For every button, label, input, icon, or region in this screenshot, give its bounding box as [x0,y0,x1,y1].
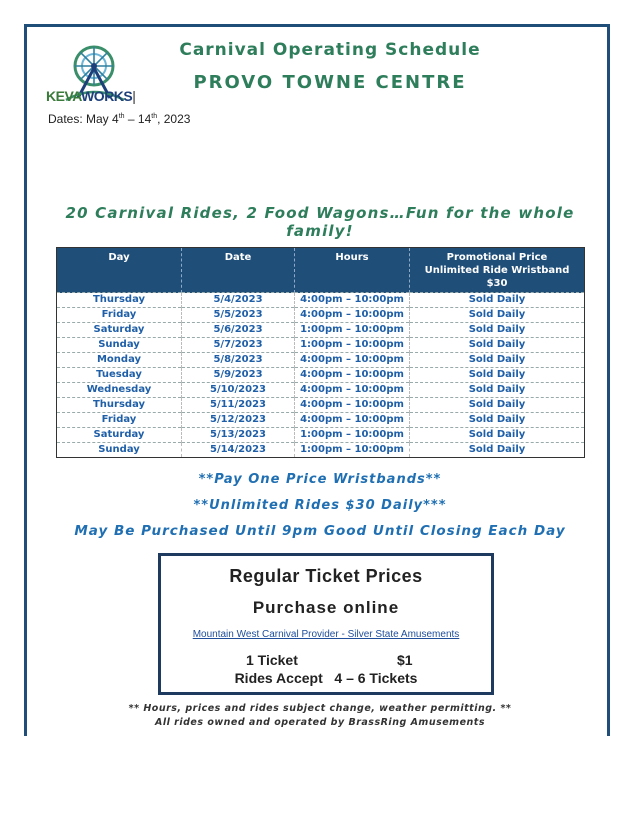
cell-date: 5/6/2023 [182,323,295,338]
cell-price: Sold Daily [410,353,585,368]
cell-price: Sold Daily [410,308,585,323]
cell-price: Sold Daily [410,443,585,458]
cell-day: Friday [57,308,182,323]
schedule-table [56,247,585,458]
rides-accept: Rides Accept 4 – 6 Tickets [234,670,418,686]
cell-date: 5/13/2023 [182,428,295,443]
venue-title: PROVO TOWNE CENTRE [193,72,467,93]
table-header-row [57,248,585,293]
cell-date: 5/10/2023 [182,383,295,398]
cell-date: 5/11/2023 [182,398,295,413]
cell-hours: 4:00pm – 10:00pm [295,398,410,413]
table-row [57,323,585,338]
cell-day: Saturday [57,428,182,443]
table-row [57,293,585,308]
cell-date: 5/9/2023 [182,368,295,383]
table-row [57,398,585,413]
ticket-price: $1 [397,652,413,668]
cell-date: 5/5/2023 [182,308,295,323]
cell-hours: 1:00pm – 10:00pm [295,338,410,353]
table-row [57,383,585,398]
cell-day: Wednesday [57,383,182,398]
wristband-promo: **Pay One Price Wristbands** [198,472,442,487]
cell-hours: 1:00pm – 10:00pm [295,323,410,338]
table-row [57,443,585,458]
cell-day: Monday [57,353,182,368]
cell-hours: 4:00pm – 10:00pm [295,413,410,428]
header-day: Day [57,248,182,293]
cell-day: Sunday [57,443,182,458]
cell-day: Saturday [57,323,182,338]
table-row [57,413,585,428]
ticket-prices-box [158,553,494,695]
ticket-prices-heading: Regular Ticket Prices [229,566,423,586]
cell-day: Tuesday [57,368,182,383]
cell-price: Sold Daily [410,398,585,413]
header-hours: Hours [295,248,410,293]
ticket-label: 1 Ticket [246,652,298,668]
cell-date: 5/7/2023 [182,338,295,353]
event-dates: Dates: May 4th – 14th, 2023 [48,112,191,126]
cell-date: 5/4/2023 [182,293,295,308]
cell-day: Thursday [57,293,182,308]
cell-price: Sold Daily [410,383,585,398]
cell-day: Thursday [57,398,182,413]
table-row [57,338,585,353]
cell-hours: 4:00pm – 10:00pm [295,293,410,308]
header-date: Date [182,248,295,293]
cell-price: Sold Daily [410,413,585,428]
operator-note: All rides owned and operated by BrassRing Amusements [155,717,485,728]
purchase-deadline: May Be Purchased Until 9pm Good Until Closing Each Day [74,523,566,539]
tagline: 20 Carnival Rides, 2 Food Wagons…Fun for the whole family! [65,204,575,240]
cell-date: 5/8/2023 [182,353,295,368]
cell-price: Sold Daily [410,368,585,383]
header-promo: Promotional Price Unlimited Ride Wristband $30 [410,248,585,293]
cell-day: Friday [57,413,182,428]
cell-date: 5/12/2023 [182,413,295,428]
cell-price: Sold Daily [410,323,585,338]
unlimited-rides-promo: **Unlimited Rides $30 Daily*** [193,498,447,513]
cell-hours: 4:00pm – 10:00pm [295,353,410,368]
cell-price: Sold Daily [410,338,585,353]
purchase-online-heading: Purchase online [252,598,400,617]
page-title: Carnival Operating Schedule [179,40,481,60]
cell-hours: 4:00pm – 10:00pm [295,383,410,398]
cell-day: Sunday [57,338,182,353]
table-row [57,368,585,383]
cell-hours: 4:00pm – 10:00pm [295,368,410,383]
logo-wordmark: KEVAWORKS| [46,88,136,104]
provider-link[interactable]: Mountain West Carnival Provider - Silver State Amusements [192,629,460,640]
cell-hours: 1:00pm – 10:00pm [295,443,410,458]
table-row [57,308,585,323]
cell-hours: 1:00pm – 10:00pm [295,428,410,443]
cell-price: Sold Daily [410,293,585,308]
cell-hours: 4:00pm – 10:00pm [295,308,410,323]
cell-price: Sold Daily [410,428,585,443]
disclaimer: ** Hours, prices and rides subject change, weather permitting. ** [128,703,512,714]
table-row [57,428,585,443]
table-row [57,353,585,368]
cell-date: 5/14/2023 [182,443,295,458]
